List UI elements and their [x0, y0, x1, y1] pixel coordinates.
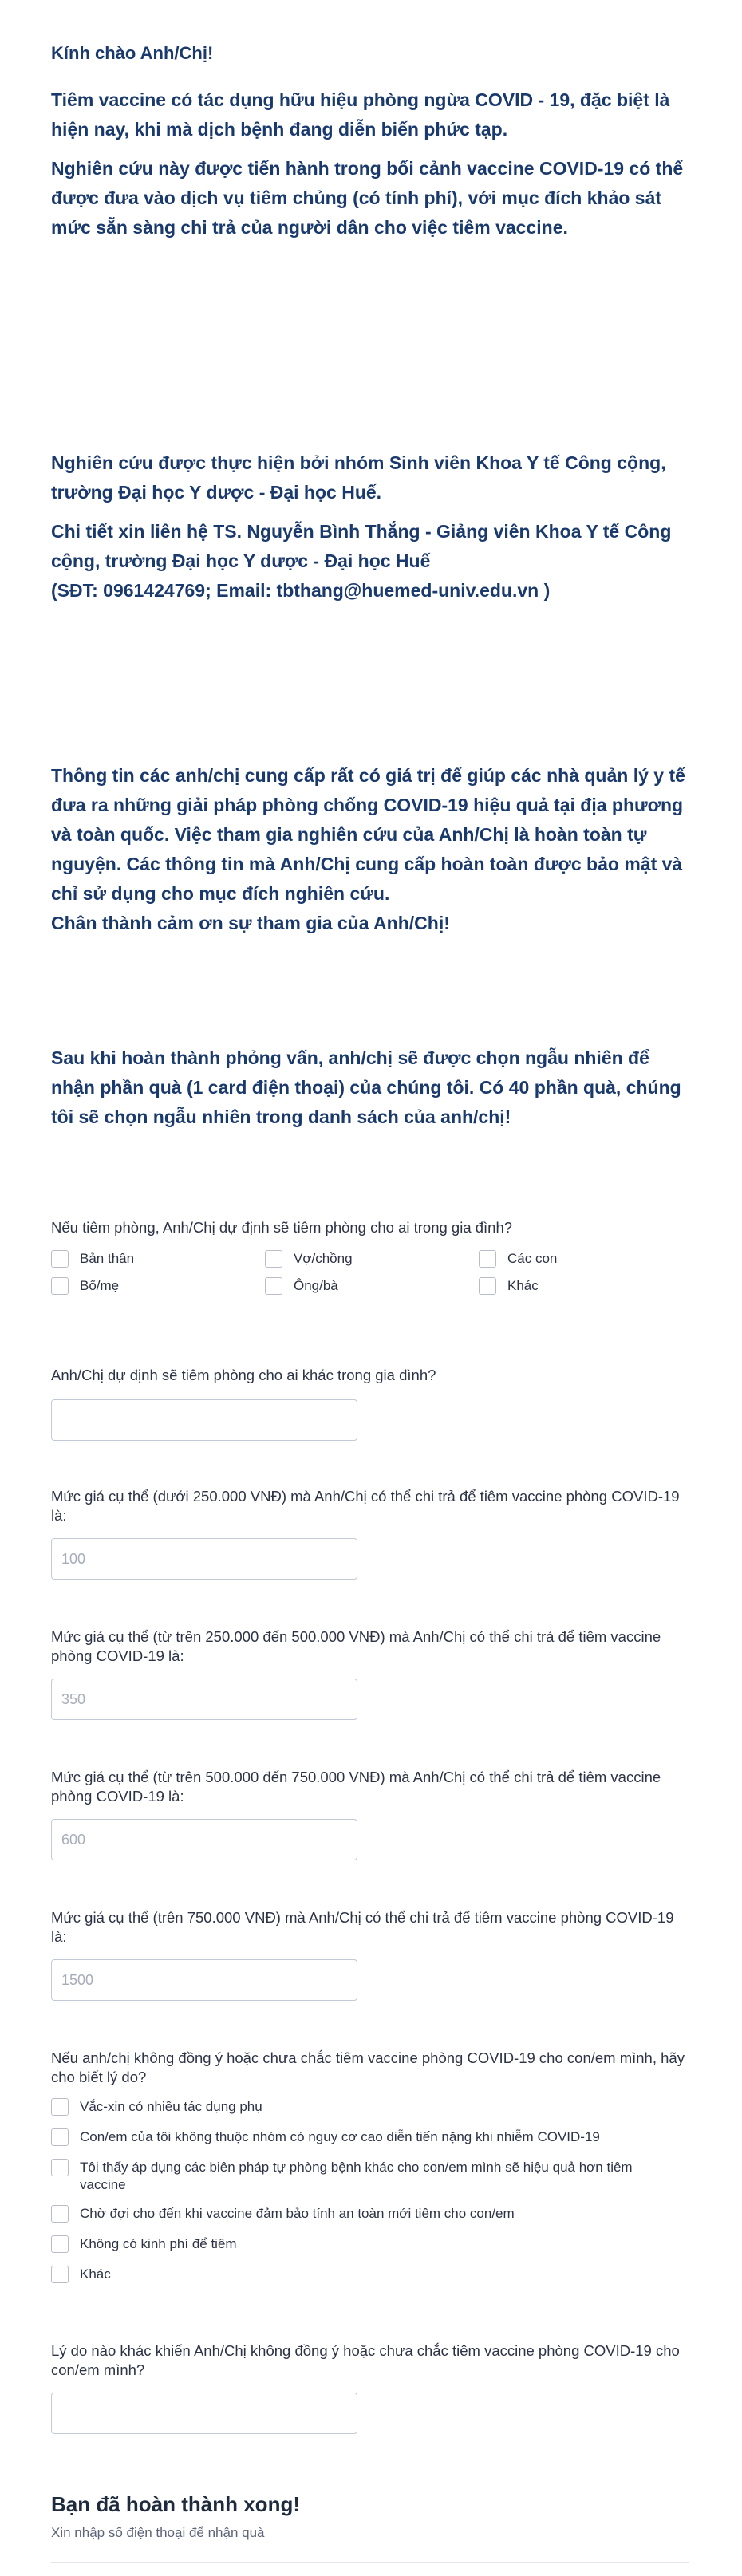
question-label: Mức giá cụ thể (từ trên 250.000 đến 500.000 VNĐ) mà Anh/Chị có thể chi trả để tiêm vaccine phòng COVID-19 là:: [51, 1628, 661, 1664]
checkbox-option[interactable]: [51, 1250, 265, 1268]
checkbox-option[interactable]: [479, 1250, 693, 1268]
checkbox-label: Vắc-xin có nhiều tác dụng phụ: [80, 2099, 262, 2114]
checkbox[interactable]: [265, 1277, 282, 1295]
other-reason-input[interactable]: [51, 2393, 357, 2434]
checkbox[interactable]: [51, 2098, 69, 2116]
checkbox[interactable]: [51, 1277, 69, 1295]
checkbox[interactable]: [51, 2235, 69, 2253]
checkbox-group: [51, 2098, 689, 2283]
question-price-under-250k: [51, 1487, 689, 1580]
intro-paragraph: Tiêm vaccine có tác dụng hữu hiệu phòng ngừa COVID - 19, đặc biệt là hiện nay, khi mà dịch bệnh đang diễn biến phức tạp.: [51, 89, 670, 140]
greeting-heading: Kính chào Anh/Chị!: [51, 43, 214, 63]
checkbox-option[interactable]: [51, 2235, 689, 2253]
checkbox-label: Bố/mẹ: [80, 1278, 120, 1293]
checkbox[interactable]: [51, 2159, 69, 2176]
checkbox-option[interactable]: [479, 1277, 693, 1295]
finish-section: [51, 2492, 689, 2541]
checkbox-label: Tôi thấy áp dụng các biên pháp tự phòng bệnh khác cho con/em mình sẽ hiệu quả hơn tiêm vaccine: [80, 2160, 633, 2192]
question-label: Anh/Chị dự định sẽ tiêm phòng cho ai khác trong gia đình?: [51, 1367, 436, 1383]
checkbox[interactable]: [51, 2266, 69, 2283]
section-divider: [51, 2562, 689, 2563]
checkbox[interactable]: [51, 2128, 69, 2146]
checkbox-label: Các con: [507, 1251, 558, 1266]
finish-subtitle: Xin nhập số điện thoại để nhận quà: [51, 2525, 265, 2540]
checkbox-option[interactable]: [265, 1277, 479, 1295]
checkbox-label: Ông/bà: [294, 1278, 338, 1293]
checkbox-option[interactable]: [51, 2205, 689, 2223]
question-label: Mức giá cụ thể (dưới 250.000 VNĐ) mà Anh/Chị có thể chi trả để tiêm vaccine phòng COVID-19 là:: [51, 1488, 680, 1524]
checkbox-label: Không có kinh phí để tiêm: [80, 2236, 237, 2251]
question-price-500k-750k: [51, 1768, 689, 1860]
question-family: [51, 1218, 689, 1295]
checkbox-option[interactable]: [265, 1250, 479, 1268]
checkbox-label: Vợ/chồng: [294, 1251, 353, 1266]
intro-paragraph: Chi tiết xin liên hệ TS. Nguyễn Bình Thắng - Giảng viên Khoa Y tế Công cộng, trường Đại học Y dược - Đại học Huế: [51, 521, 672, 571]
checkbox[interactable]: [51, 1250, 69, 1268]
other-family-input[interactable]: [51, 1399, 357, 1441]
intro-block-3: [51, 761, 689, 938]
checkbox-option[interactable]: [51, 2266, 689, 2283]
question-reasons: [51, 2049, 689, 2283]
checkbox-option[interactable]: [51, 2098, 689, 2116]
intro-paragraph: Thông tin các anh/chị cung cấp rất có giá trị để giúp các nhà quản lý y tế đưa ra những giải pháp phòng chống COVID-19 hiệu quả tại địa phương và toàn quốc. Việc tham gia nghiên cứu của Anh/Chị là hoàn toàn tự nguyện. Các thông tin mà Anh/Chị cung cấp hoàn toàn được bảo mật và chỉ sử dụng cho mục đích nghiên cứu.: [51, 765, 685, 904]
question-label: Lý do nào khác khiến Anh/Chị không đồng ý hoặc chưa chắc tiêm vaccine phòng COVID-19 cho con/em mình?: [51, 2342, 680, 2378]
checkbox-label: Chờ đợi cho đến khi vaccine đảm bảo tính an toàn mới tiêm cho con/em: [80, 2206, 515, 2221]
checkbox-option[interactable]: [51, 1277, 265, 1295]
intro-block-4: [51, 1043, 689, 1132]
intro-paragraph: Nghiên cứu này được tiến hành trong bối cảnh vaccine COVID-19 có thể được đưa vào dịch vụ tiêm chủng (có tính phí), với mục đích khảo sát mức sẵn sàng chi trả của người dân cho việc tiêm vaccine.: [51, 158, 684, 238]
checkbox-label: Con/em của tôi không thuộc nhóm có nguy cơ cao diễn tiến nặng khi nhiễm COVID-19: [80, 2129, 600, 2144]
question-price-250k-500k: [51, 1627, 689, 1720]
checkbox-label: Bản thân: [80, 1251, 135, 1266]
price-input-under-250k[interactable]: [51, 1538, 357, 1580]
intro-paragraph: Nghiên cứu được thực hiện bởi nhóm Sinh viên Khoa Y tế Công cộng, trường Đại học Y dược - Đại học Huế.: [51, 452, 666, 503]
finish-title: Bạn đã hoàn thành xong!: [51, 2492, 300, 2516]
question-other-reason: [51, 2341, 689, 2434]
checkbox[interactable]: [51, 2205, 69, 2223]
checkbox[interactable]: [265, 1250, 282, 1268]
checkbox-option[interactable]: [51, 2128, 689, 2146]
intro-block-2: [51, 448, 689, 606]
question-label: Nếu anh/chị không đồng ý hoặc chưa chắc tiêm vaccine phòng COVID-19 cho con/em mình, hãy cho biết lý do?: [51, 2049, 685, 2085]
checkbox[interactable]: [479, 1277, 496, 1295]
checkbox-option[interactable]: [51, 2159, 673, 2194]
intro-paragraph: Chân thành cảm ơn sự tham gia của Anh/Chị!: [51, 913, 450, 933]
checkbox-label: Khác: [507, 1278, 539, 1293]
price-input-500k-750k[interactable]: [51, 1819, 357, 1860]
checkbox-group: [51, 1250, 689, 1295]
contact-info: (SĐT: 0961424769; Email: tbthang@huemed-univ.edu.vn ): [51, 580, 551, 601]
question-label: Mức giá cụ thể (từ trên 500.000 đến 750.000 VNĐ) mà Anh/Chị có thể chi trả để tiêm vaccine phòng COVID-19 là:: [51, 1769, 661, 1805]
checkbox[interactable]: [479, 1250, 496, 1268]
question-label: Nếu tiêm phòng, Anh/Chị dự định sẽ tiêm phòng cho ai trong gia đình?: [51, 1219, 513, 1236]
question-label: Mức giá cụ thể (trên 750.000 VNĐ) mà Anh/Chị có thể chi trả để tiêm vaccine phòng COVID-19 là:: [51, 1909, 674, 1945]
checkbox-label: Khác: [80, 2266, 111, 2282]
question-other-family: [51, 1366, 689, 1441]
price-input-over-750k[interactable]: [51, 1959, 357, 2001]
price-input-250k-500k[interactable]: [51, 1679, 357, 1720]
intro-block-1: [51, 38, 689, 243]
intro-paragraph: Sau khi hoàn thành phỏng vấn, anh/chị sẽ được chọn ngẫu nhiên để nhận phần quà (1 card điện thoại) của chúng tôi. Có 40 phần quà, chúng tôi sẽ chọn ngẫu nhiên trong danh sách của anh/chị!: [51, 1047, 681, 1127]
question-price-over-750k: [51, 1908, 689, 2001]
